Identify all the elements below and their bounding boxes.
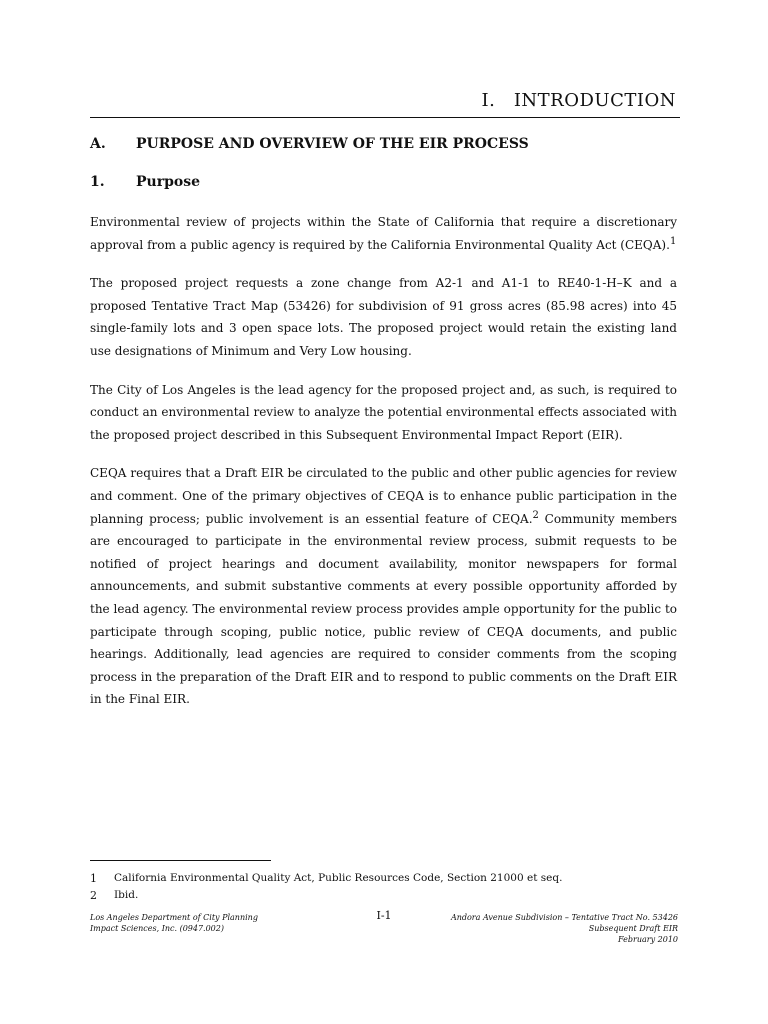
footnote-reference[interactable]: 1 xyxy=(669,235,677,247)
body-text xyxy=(90,211,677,727)
section-title: PURPOSE AND OVERVIEW OF THE EIR PROCESS xyxy=(136,136,529,152)
paragraph xyxy=(90,462,677,711)
paragraph-text: Environmental review of projects within the State of California that require a discretionary approval from a public agency is required by the California Environmental Quality Act (CEQA). xyxy=(90,215,677,252)
footnote-text: Ibid. xyxy=(114,889,139,901)
footnote xyxy=(90,887,562,904)
paragraph xyxy=(90,211,677,256)
footer-document: Subsequent Draft EIR xyxy=(588,924,678,933)
chapter-title-rule xyxy=(90,117,680,118)
paragraph xyxy=(90,272,677,362)
subsection-number: 1. xyxy=(90,174,105,190)
footnote-separator xyxy=(90,860,271,861)
footer-department: Los Angeles Department of City Planning xyxy=(90,913,258,922)
footnote-number: 1 xyxy=(90,872,97,885)
subsection-title: Purpose xyxy=(136,174,200,190)
paragraph-text: CEQA requires that a Draft EIR be circulated to the public and other public agencies for review and comment. One of the primary objectives of CEQA is to enhance public participation in the planning process; public involvement is an essential feature of CEQA. xyxy=(90,466,677,526)
footnotes xyxy=(90,870,562,904)
footnote-text: California Environmental Quality Act, Public Resources Code, Section 21000 et seq. xyxy=(114,872,563,884)
footer-consultant: Impact Sciences, Inc. (0947.002) xyxy=(90,924,224,933)
footnote xyxy=(90,870,562,887)
paragraph xyxy=(90,379,677,447)
footnote-number: 2 xyxy=(90,889,97,902)
footer-date: February 2010 xyxy=(618,935,678,944)
section-number: A. xyxy=(90,136,106,152)
chapter-title: I. INTRODUCTION xyxy=(481,90,676,111)
section-heading xyxy=(90,136,529,152)
footer-project: Andora Avenue Subdivision – Tentative Tract No. 53426 xyxy=(450,913,678,922)
paragraph-text: Community members are encouraged to participate in the environmental review process, submit requests to be notified of project hearings and document availability, monitor newspapers for formal announcements, and submit substantive comments at every possible opportunity afforded by the lead agency. The environmental review process provides ample opportunity for the public to participate through scoping, public notice, public review of CEQA documents, and public hearings. Additionally, lead agencies are required to consider comments from the scoping process in the preparation of the Draft EIR and to respond to public comments on the Draft EIR in the Final EIR. xyxy=(90,511,677,707)
paragraph-text: The City of Los Angeles is the lead agency for the proposed project and, as such, is required to conduct an environmental review to analyze the potential environmental effects associated with the proposed project described in this Subsequent Environmental Impact Report (EIR). xyxy=(90,382,677,442)
footnote-reference[interactable]: 2 xyxy=(532,509,539,521)
page-number: I-1 xyxy=(376,909,392,922)
footer-right xyxy=(451,912,678,945)
subsection-heading xyxy=(90,174,200,190)
paragraph-text: The proposed project requests a zone change from A2-1 and A1-1 to RE40-1-H–K and a proposed Tentative Tract Map (53426) for subdivision of 91 gross acres (85.98 acres) into 45 single-family lots and 3 open space lots. The proposed project would retain the existing land use designations of Minimum and Very Low housing. xyxy=(90,276,677,358)
